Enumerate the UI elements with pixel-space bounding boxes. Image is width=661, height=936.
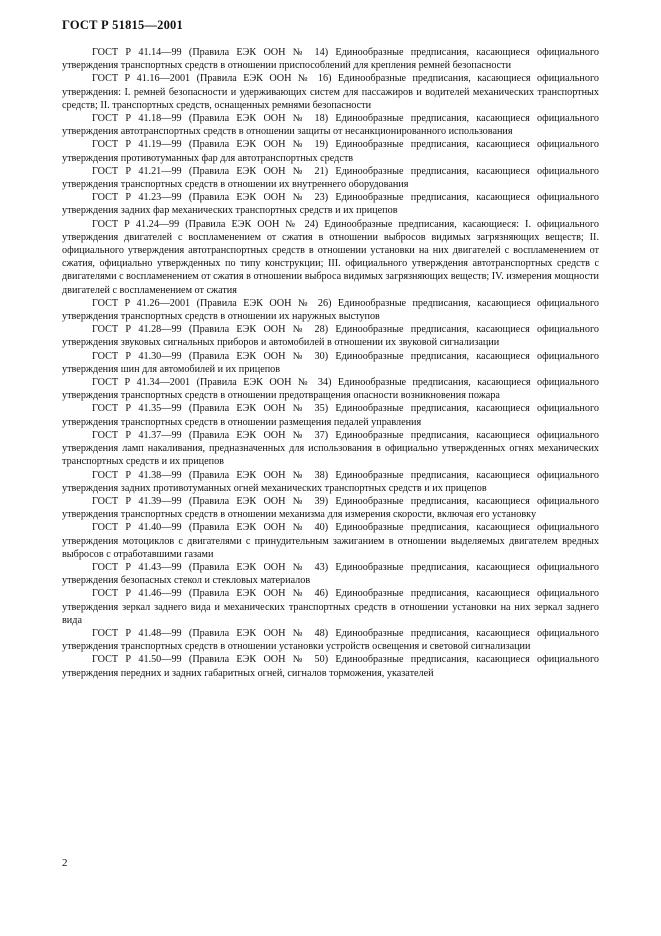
- reference-paragraph: ГОСТ Р 41.18—99 (Правила ЕЭК ООН № 18) Единообразные предписания, касающиеся официального утверждения автотранспортных средств в отношении защиты от несанкционированного использования: [62, 113, 599, 138]
- reference-paragraph: ГОСТ Р 41.38—99 (Правила ЕЭК ООН № 38) Единообразные предписания, касающиеся официального утверждения задних противотуманных огней механических транспортных средств и их прицепов: [62, 469, 599, 494]
- reference-list: [62, 46, 599, 680]
- reference-paragraph: ГОСТ Р 41.30—99 (Правила ЕЭК ООН № 30) Единообразные предписания, касающиеся официального утверждения шин для автомобилей и их прицепов: [62, 350, 599, 375]
- reference-paragraph: ГОСТ Р 41.16—2001 (Правила ЕЭК ООН № 16) Единообразные предписания, касающиеся официального утверждения: I. ремней безопасности и удерживающих систем для пассажиров и водителей механических транспортных средств; II. транспортных средств, оснащенных ремнями безопасности: [62, 73, 599, 111]
- reference-paragraph: ГОСТ Р 41.19—99 (Правила ЕЭК ООН № 19) Единообразные предписания, касающиеся официального утверждения противотуманных фар для автотранспортных средств: [62, 139, 599, 164]
- reference-paragraph: ГОСТ Р 41.28—99 (Правила ЕЭК ООН № 28) Единообразные предписания, касающиеся официального утверждения звуковых сигнальных приборов и автомобилей в отношении их звуковой сигнализации: [62, 324, 599, 349]
- reference-paragraph: ГОСТ Р 41.26—2001 (Правила ЕЭК ООН № 26) Единообразные предписания, касающиеся официального утверждения транспортных средств в отношении их наружных выступов: [62, 297, 599, 323]
- page-number: 2: [62, 857, 68, 869]
- reference-paragraph: ГОСТ Р 41.35—99 (Правила ЕЭК ООН № 35) Единообразные предписания, касающиеся официального утверждения транспортных средств в отношении размещения педалей управления: [62, 403, 599, 428]
- reference-paragraph: ГОСТ Р 41.24—99 (Правила ЕЭК ООН № 24) Единообразные предписания, касающиеся: I. официального утверждения двигателей с воспламенением от сжатия в отношении выбросов видимых загрязняющих веществ; II. официального утверждения автотранспортных средств в отношении установки на них двигателей с воспламенением от сжатия, официально утвержденных по типу конструкции; III. официального утверждения автотранспортных средств с двигателями с воспламенением от сжатия в отношении выброса видимых загрязняющих веществ; IV. измерения мощности двигателей с воспламенением от сжатия: [62, 218, 599, 296]
- reference-paragraph: ГОСТ Р 41.40—99 (Правила ЕЭК ООН № 40) Единообразные предписания, касающиеся официального утверждения мотоциклов с двигателями с принудительным зажиганием в отношении выделяемых двигателем вредных выбросов с отработавшими газами: [62, 522, 599, 560]
- reference-paragraph: ГОСТ Р 41.34—2001 (Правила ЕЭК ООН № 34) Единообразные предписания, касающиеся официального утверждения транспортных средств в отношении предотвращения опасности возникновения пожара: [62, 377, 599, 402]
- reference-paragraph: ГОСТ Р 41.21—99 (Правила ЕЭК ООН № 21) Единообразные предписания, касающиеся официального утверждения транспортных средств в отношении их внутреннего оборудования: [62, 165, 599, 191]
- reference-paragraph: ГОСТ Р 41.50—99 (Правила ЕЭК ООН № 50) Единообразные предписания, касающиеся официального утверждения передних и задних габаритных огней, сигналов торможения, указателей: [62, 654, 599, 679]
- reference-paragraph: ГОСТ Р 41.37—99 (Правила ЕЭК ООН № 37) Единообразные предписания, касающиеся официального утверждения ламп накаливания, предназначенных для использования в официально утвержденных огнях механических транспортных средств и их прицепов: [62, 429, 599, 468]
- reference-paragraph: ГОСТ Р 41.43—99 (Правила ЕЭК ООН № 43) Единообразные предписания, касающиеся официального утверждения безопасных стекол и стекловых материалов: [62, 561, 599, 587]
- reference-paragraph: ГОСТ Р 41.46—99 (Правила ЕЭК ООН № 46) Единообразные предписания, касающиеся официального утверждения зеркал заднего вида и механических транспортных средств в отношении установки на них зеркал заднего вида: [62, 588, 599, 626]
- reference-paragraph: ГОСТ Р 41.14—99 (Правила ЕЭК ООН № 14) Единообразные предписания, касающиеся официального утверждения транспортных средств в отношении приспособлений для крепления ремней безопасности: [62, 47, 599, 72]
- reference-paragraph: ГОСТ Р 41.39—99 (Правила ЕЭК ООН № 39) Единообразные предписания, касающиеся официального утверждения транспортных средств в отношении механизма для измерения скорости, включая его установку: [62, 495, 599, 521]
- reference-paragraph: ГОСТ Р 41.23—99 (Правила ЕЭК ООН № 23) Единообразные предписания, касающиеся официального утверждения задних фар механических транспортных средств и их прицепов: [62, 192, 599, 217]
- document-header: ГОСТ Р 51815—2001: [62, 18, 183, 32]
- reference-paragraph: ГОСТ Р 41.48—99 (Правила ЕЭК ООН № 48) Единообразные предписания, касающиеся официального утверждения транспортных средств в отношении установки устройств освещения и световой сигнализации: [62, 627, 599, 653]
